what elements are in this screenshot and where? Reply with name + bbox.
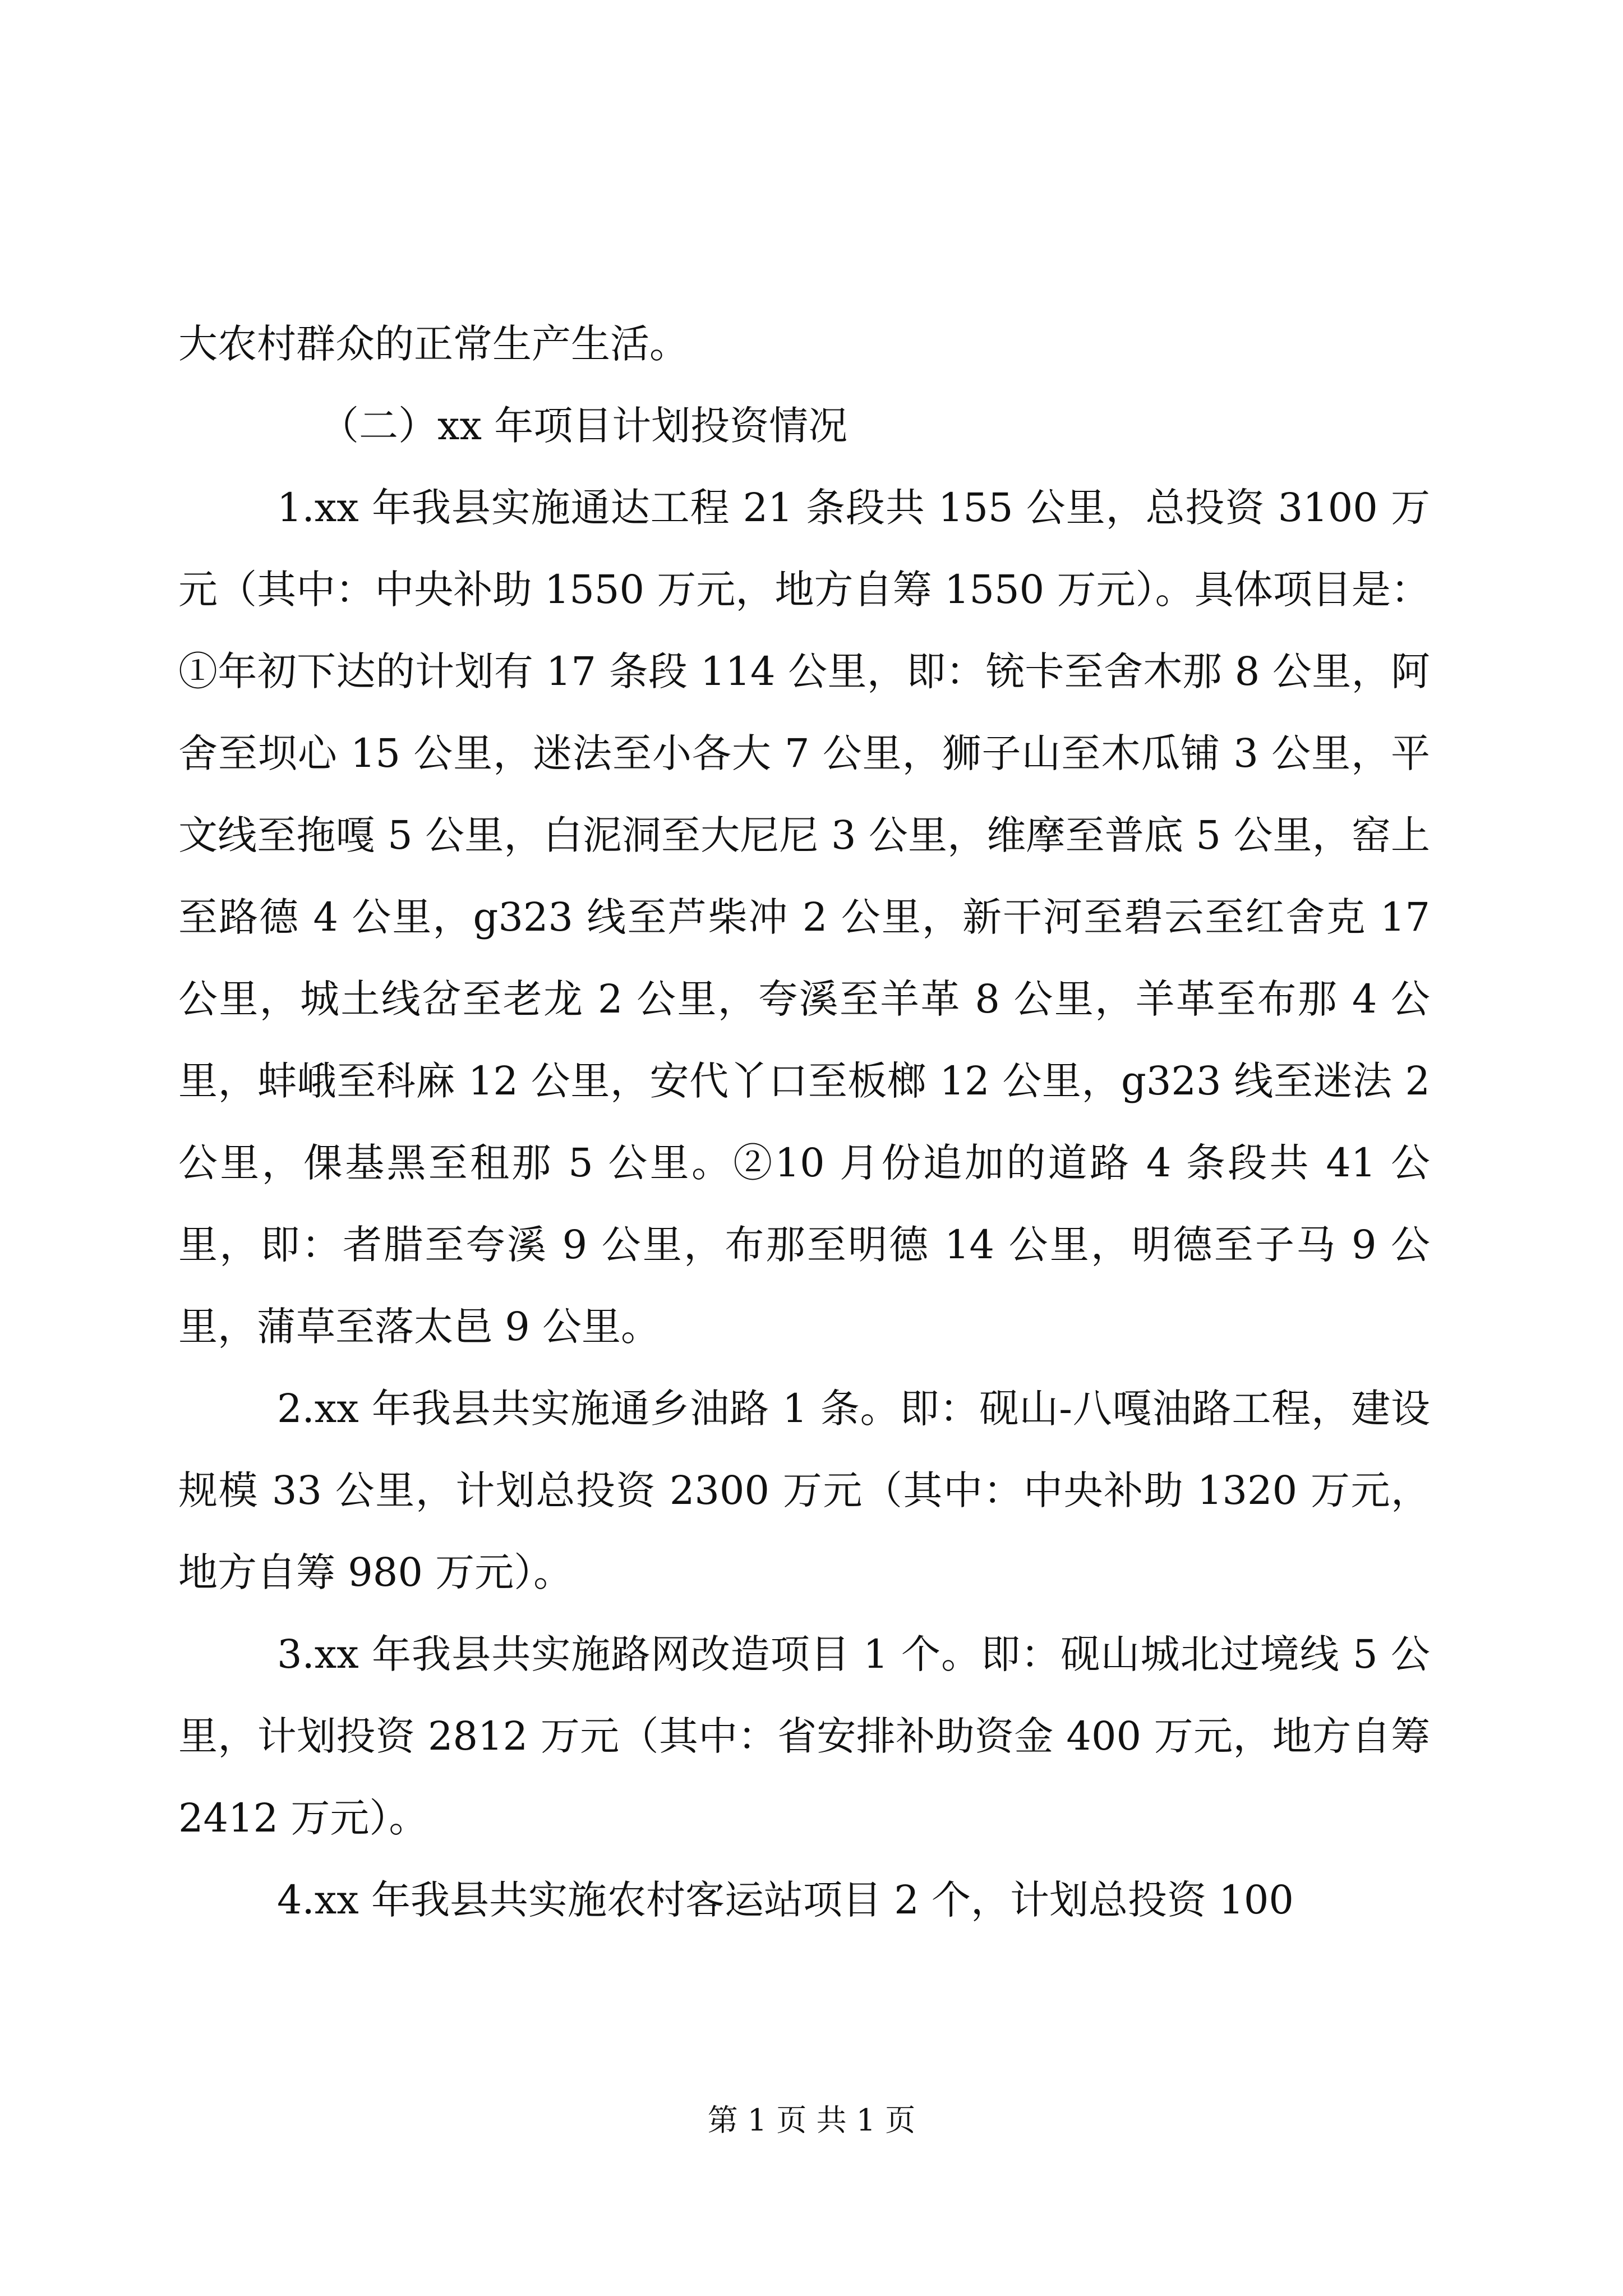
- paragraph-item-3: 3.xx 年我县共实施路网改造项目 1 个。即：砚山城北过境线 5 公里，计划投资 2812 万元（其中：省安排补助资金 400 万元，地方自筹 2412 万元）。: [178, 1631, 1430, 1841]
- section-heading: （二）xx 年项目计划投资情况: [320, 403, 848, 449]
- paragraph-item-4: 4.xx 年我县共实施农村客运站项目 2 个，计划总投资 100: [277, 1877, 1294, 1923]
- page-footer: 第 1 页 共 1 页: [707, 2102, 916, 2138]
- document-body: [178, 303, 1430, 1941]
- paragraph-item-1: 1.xx 年我县实施通达工程 21 条段共 155 公里，总投资 3100 万元（其中：中央补助 1550 万元，地方自筹 1550 万元）。具体项目是：①年初下达的计划有 17 条段 114 公里，即：铳卡至舍木那 8 公里，阿舍至坝心 15 公里，迷法至小各大 7 公里，狮子山至木瓜铺 3 公里，平文线至拖嘎 5 公里，白泥洞至大尼尼 3 公里，维摩至普底 5 公里，窑上至路德 4 公里，g323 线至芦柴冲 2 公里，新干河至碧云至红舍克 17 公里，城土线岔至老龙 2 公里，夸溪至羊革 8 公里，羊革至布那 4 公里，蚌峨至科麻 12 公里，安代丫口至板榔 12 公里，g323 线至迷法 2 公里，倮基黑至租那 5 公里。②10 月份追加的道路 4 条段共 41 公里，即：者腊至夸溪 9 公里，布那至明德 14 公里，明德至子马 9 公里，蒲草至落太邑 9 公里。: [178, 485, 1430, 1350]
- paragraph-item-2: 2.xx 年我县共实施通乡油路 1 条。即：砚山-八嘎油路工程，建设规模 33 公里，计划总投资 2300 万元（其中：中央补助 1320 万元，地方自筹 980 万元）。: [178, 1386, 1430, 1595]
- paragraph-continuation: 大农村群众的正常生产生活。: [178, 321, 689, 367]
